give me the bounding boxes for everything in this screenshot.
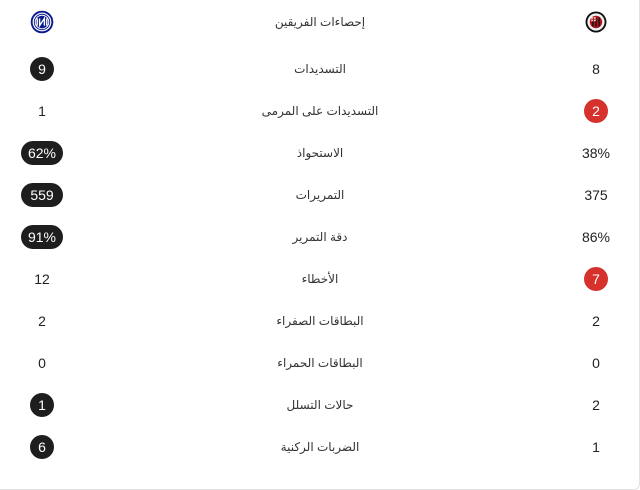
away-red-cards-value: 0: [38, 355, 46, 371]
away-value: [0, 306, 87, 336]
away-shots-badge: 9: [30, 57, 54, 81]
away-pass-accuracy-badge: 91%: [21, 225, 63, 249]
stat-label-shots-on-target: التسديدات على المرمى: [261, 104, 379, 118]
stat-label-shots: التسديدات: [294, 62, 346, 76]
away-value: [0, 138, 87, 168]
away-offsides-badge: 1: [30, 393, 54, 417]
home-value: [551, 180, 640, 210]
stat-row-yellow-cards: [0, 306, 640, 336]
stats-header-title: إحصاءات الفريقين: [274, 15, 366, 29]
home-shots-value: 8: [592, 61, 600, 77]
stat-row-shots-on-target: [0, 96, 640, 126]
stat-label-fouls: الأخطاء: [301, 272, 339, 286]
home-passes-value: 375: [584, 187, 608, 203]
away-possession-badge: 62%: [21, 141, 63, 165]
stat-label-pass-accuracy: دقة التمرير: [292, 230, 348, 244]
away-fouls-value: 12: [34, 271, 50, 287]
away-value: [0, 390, 87, 420]
stat-row-shots: [0, 54, 640, 84]
away-value: [0, 96, 87, 126]
home-value: [551, 390, 640, 420]
away-value: [0, 222, 87, 252]
home-value: [551, 348, 640, 378]
home-value: [551, 432, 640, 462]
stat-label-passes: التمريرات: [295, 188, 345, 202]
away-value: [0, 180, 87, 210]
ac-milan-crest-icon: [585, 10, 607, 34]
home-fouls-badge: 7: [584, 267, 608, 291]
stat-row-fouls: [0, 264, 640, 294]
stat-label-corners: الضربات الركنية: [280, 440, 360, 454]
home-yellow-cards-value: 2: [592, 313, 600, 329]
away-shots-on-target-value: 1: [38, 103, 46, 119]
inter-crest-icon: [30, 10, 54, 34]
away-value: [0, 54, 87, 84]
home-value: [551, 138, 640, 168]
home-value: [551, 264, 640, 294]
home-value: [551, 222, 640, 252]
stat-row-red-cards: [0, 348, 640, 378]
stat-label-possession: الاستحواذ: [296, 146, 344, 160]
home-value: [551, 306, 640, 336]
away-team-logo: [0, 7, 87, 37]
stat-label-red-cards: البطاقات الحمراء: [277, 356, 363, 370]
home-value: [551, 96, 640, 126]
stat-label-offsides: حالات التسلل: [286, 398, 354, 412]
home-possession-value: 38%: [581, 145, 611, 161]
away-value: [0, 264, 87, 294]
stat-label-yellow-cards: البطاقات الصفراء: [276, 314, 364, 328]
away-corners-badge: 6: [30, 435, 54, 459]
stat-row-corners: [0, 432, 640, 462]
away-passes-badge: 559: [21, 183, 63, 207]
home-team-logo: [551, 7, 640, 37]
away-yellow-cards-value: 2: [38, 313, 46, 329]
stat-row-possession: [0, 138, 640, 168]
home-shots-on-target-badge: 2: [584, 99, 608, 123]
home-value: [551, 54, 640, 84]
stat-row-offsides: [0, 390, 640, 420]
home-red-cards-value: 0: [592, 355, 600, 371]
stat-row-pass-accuracy: [0, 222, 640, 252]
stat-row-passes: [0, 180, 640, 210]
away-value: [0, 432, 87, 462]
home-offsides-value: 2: [592, 397, 600, 413]
home-pass-accuracy-value: 86%: [581, 229, 611, 245]
stats-header-row: [0, 7, 640, 37]
away-value: [0, 348, 87, 378]
home-corners-value: 1: [592, 439, 600, 455]
